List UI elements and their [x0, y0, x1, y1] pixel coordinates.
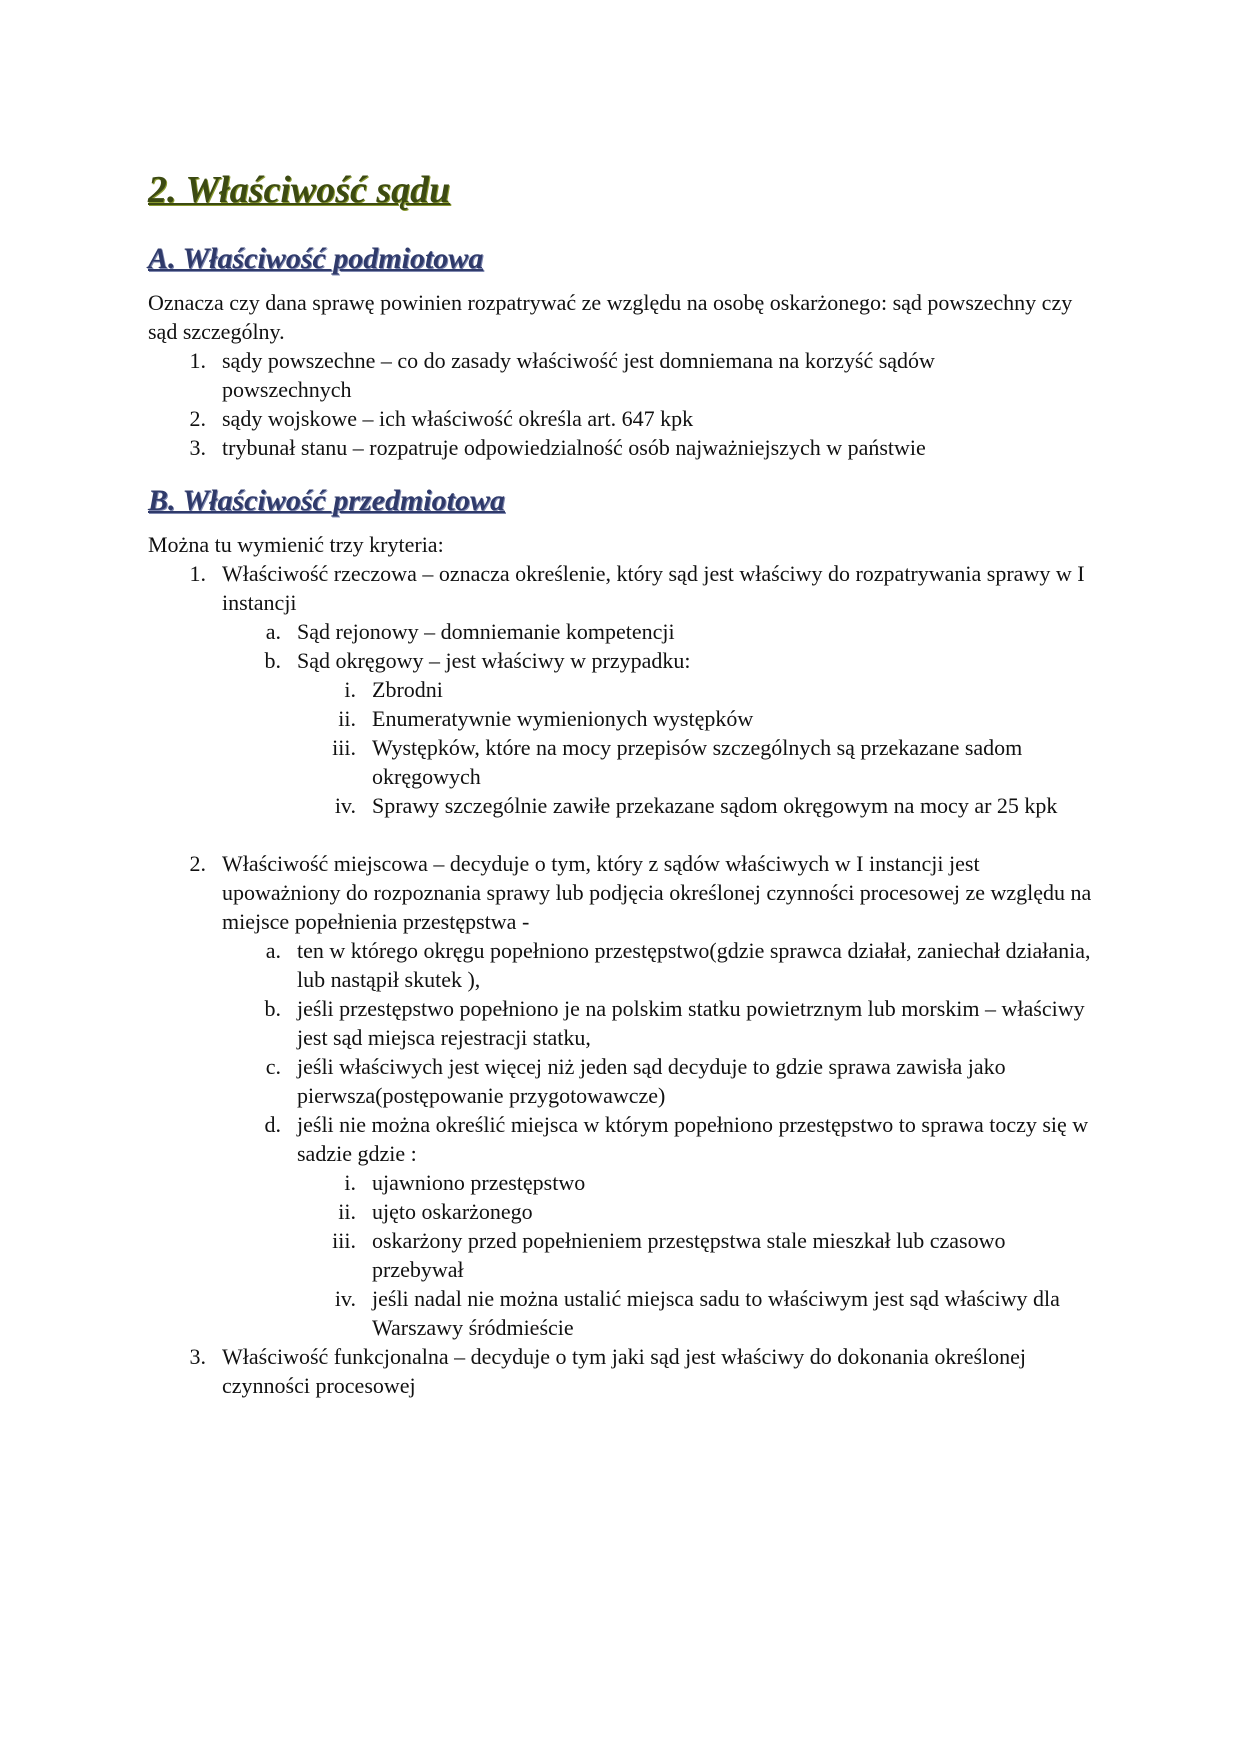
sublist-text: jeśli przestępstwo popełniono je na polskim statku powietrznym lub morskim – właściwy jest sąd miejsca rejestracji statku,	[297, 996, 1085, 1050]
list-item	[189, 849, 1102, 936]
list-item	[189, 346, 1052, 404]
sublist-text: jeśli właściwych jest więcej niż jeden sąd decyduje to gdzie sprawa zawisła jako pierwsza(postępowanie przygotowawcze)	[297, 1054, 1006, 1108]
sublist-letter: b.	[264, 996, 281, 1021]
list-number: 2.	[189, 851, 206, 876]
subsublist-roman: iii.	[332, 735, 356, 760]
list-item	[189, 1342, 1052, 1400]
subsublist-roman: iv.	[334, 1286, 356, 1311]
list-number: 1.	[189, 561, 206, 586]
sublist-item	[264, 1110, 1097, 1168]
sublist-letter: c.	[265, 1054, 281, 1079]
section-a-heading: A. Właściwość podmiotowa	[148, 242, 484, 275]
subsublist-text: oskarżony przed popełnieniem przestępstwa stale mieszkał lub czasowo przebywał	[372, 1228, 1006, 1282]
list-text: sądy powszechne – co do zasady właściwość jest domniemana na korzyść sądów powszechnych	[222, 348, 935, 402]
list-item	[189, 559, 1102, 617]
list-text: Właściwość funkcjonalna – decyduje o tym jaki sąd jest właściwy do dokonania określonej czynności procesowej	[222, 1344, 1027, 1398]
list-number: 1.	[189, 348, 206, 373]
subsublist-item	[332, 733, 1072, 791]
section-b-item-1	[189, 559, 1102, 617]
sublist-text: Sąd okręgowy – jest właściwy w przypadku:	[297, 648, 691, 673]
subsublist-text: Enumeratywnie wymienionych występków	[372, 706, 754, 731]
subsublist-roman: ii.	[338, 1199, 356, 1224]
sublist-text: ten w którego okręgu popełniono przestępstwo(gdzie sprawca działał, zaniechał działania, lub nastąpił skutek ),	[297, 938, 1091, 992]
subsublist-text: Zbrodni	[372, 677, 443, 702]
sublist-text: Sąd rejonowy – domniemanie kompetencji	[297, 619, 675, 644]
list-item	[189, 433, 1052, 462]
sublist-letter: d.	[264, 1112, 281, 1137]
section-b-item-1-sublist	[264, 617, 1077, 675]
sublist-letter: b.	[264, 648, 281, 673]
sublist-item	[265, 936, 1097, 994]
subsublist-roman: i.	[344, 1170, 356, 1195]
subsublist-roman: iii.	[332, 1228, 356, 1253]
section-b-item-1-subsublist	[332, 675, 1072, 820]
subsublist-text: Występków, które na mocy przepisów szczególnych są przekazane sadom okręgowych	[372, 735, 1023, 789]
subsublist-item	[344, 675, 1072, 704]
section-a-list	[189, 346, 1052, 462]
sublist-text: jeśli nie można określić miejsca w którym popełniono przestępstwo to sprawa toczy się w sadzie gdzie :	[297, 1112, 1089, 1166]
list-item	[189, 404, 1052, 433]
subsublist-item	[338, 704, 1072, 733]
section-b-heading: B. Właściwość przedmiotowa	[148, 484, 505, 517]
subsublist-item	[334, 791, 1072, 820]
list-text: sądy wojskowe – ich właściwość określa art. 647 kpk	[222, 406, 694, 431]
list-number: 3.	[189, 435, 206, 460]
subsublist-roman: ii.	[338, 706, 356, 731]
subsublist-item	[344, 1168, 1092, 1197]
section-b-intro: Można tu wymienić trzy kryteria:	[148, 532, 444, 557]
section-a-intro: Oznacza czy dana sprawę powinien rozpatrywać ze względu na osobę oskarżonego: sąd powszechny czy sąd szczególny.	[148, 290, 1073, 344]
section-b-item-2	[189, 849, 1102, 936]
subsublist-item	[332, 1226, 1092, 1284]
document-title: 2. Właściwość sądu	[148, 169, 451, 211]
subsublist-text: Sprawy szczególnie zawiłe przekazane sądom okręgowym na mocy ar 25 kpk	[372, 793, 1058, 818]
subsublist-item	[334, 1284, 1092, 1342]
sublist-item	[265, 1052, 1097, 1110]
subsublist-roman: iv.	[334, 793, 356, 818]
sublist-item	[265, 617, 1077, 646]
section-b-item-2-sublist	[264, 936, 1097, 1168]
list-text: Właściwość rzeczowa – oznacza określenie, który sąd jest właściwy do rozpatrywania sprawy w I instancji	[222, 561, 1085, 615]
list-text: trybunał stanu – rozpatruje odpowiedzialność osób najważniejszych w państwie	[222, 435, 926, 460]
list-number: 3.	[189, 1344, 206, 1369]
section-b-item-3	[189, 1342, 1052, 1400]
sublist-letter: a.	[265, 938, 281, 963]
sublist-item	[264, 994, 1097, 1052]
subsublist-roman: i.	[344, 677, 356, 702]
subsublist-text: ujawniono przestępstwo	[372, 1170, 586, 1195]
list-number: 2.	[189, 406, 206, 431]
list-text: Właściwość miejscowa – decyduje o tym, który z sądów właściwych w I instancji jest upoważniony do rozpoznania sprawy lub podjęcia określonej czynności procesowej ze względu na miejsce popełnienia przestępstwa -	[222, 851, 1092, 934]
sublist-item	[264, 646, 1077, 675]
subsublist-item	[338, 1197, 1092, 1226]
subsublist-text: jeśli nadal nie można ustalić miejsca sadu to właściwym jest sąd właściwy dla Warszawy śródmieście	[372, 1286, 1060, 1340]
subsublist-text: ujęto oskarżonego	[372, 1199, 533, 1224]
sublist-letter: a.	[265, 619, 281, 644]
section-b-item-2-subsublist	[332, 1168, 1092, 1342]
